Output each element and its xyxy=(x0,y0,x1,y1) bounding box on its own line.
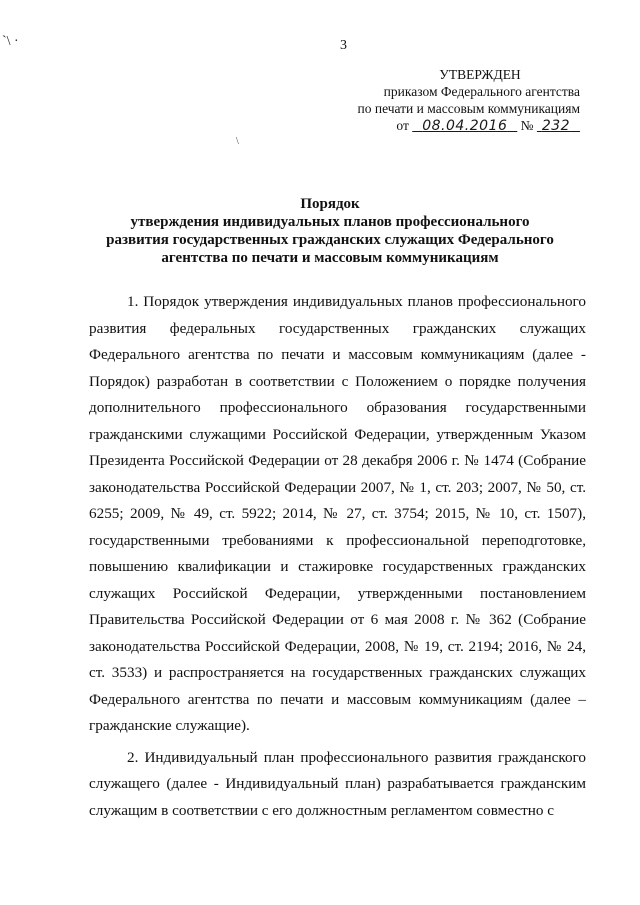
approval-date-line xyxy=(340,117,580,135)
heading-line-2: утверждения индивидуальных планов профессионального xyxy=(130,214,530,230)
number-value: 232 xyxy=(541,118,571,134)
document-body xyxy=(89,289,586,824)
date-value: 08.04.2016 xyxy=(422,118,508,134)
number-prefix: № xyxy=(520,118,534,133)
heading-line-4: агентства по печати и массовым коммуникациям xyxy=(161,250,499,266)
approval-title: УТВЕРЖДЕН xyxy=(439,67,521,82)
document-heading xyxy=(60,195,600,267)
date-prefix: от xyxy=(396,118,409,133)
paragraph-1: 1. Порядок утверждения индивидуальных планов профессионального развития федеральных государственных гражданских служащих Федерального агентства по печати и массовым коммуникациям (далее - Порядок) разработан в соответствии с Положением о порядке получения дополнительного профессионального образования государственными гражданскими служащими Российской Федерации, утвержденным Указом Президента Российской Федерации от 28 декабря 2006 г. № 1474 (Собрание законодательства Российской Федерации 2007, № 1, ст. 203; 2007, № 50, ст. 6255; 2009, № 49, ст. 5922; 2014, № 27, ст. 3754; 2015, № 10, ст. 1507), государственными требованиями к профессиональной переподготовке, повышению квалификации и стажировке государственных гражданских служащих Российской Федерации, утвержденными постановлением Правительства Российской Федерации от 6 мая 2008 г. № 362 (Собрание законодательства Российской Федерации, 2008, № 19, ст. 2194; 2016, № 24, ст. 3533) и распространяется на государственных гражданских служащих Федерального агентства по печати и массовым коммуникациям (далее – гражданские служащие). xyxy=(89,293,586,734)
approval-line-1: приказом Федерального агентства xyxy=(383,84,580,99)
page-number: 3 xyxy=(340,38,347,53)
approval-line-2: по печати и массовым коммуникациям xyxy=(357,101,580,116)
stray-scan-mark: \ xyxy=(236,136,239,147)
approval-block xyxy=(340,66,580,135)
paragraph-2: 2. Индивидуальный план профессионального развития гражданского служащего (далее - Индивидуальный план) разрабатывается гражданским служащим в соответствии с его должностным регламентом совместно с xyxy=(89,748,586,819)
handwritten-date xyxy=(412,118,517,134)
heading-line-3: развития государственных гражданских служащих Федерального xyxy=(106,232,554,248)
corner-scan-mark: `\ · xyxy=(2,34,19,49)
handwritten-number xyxy=(537,118,580,134)
heading-title: Порядок xyxy=(300,196,360,212)
